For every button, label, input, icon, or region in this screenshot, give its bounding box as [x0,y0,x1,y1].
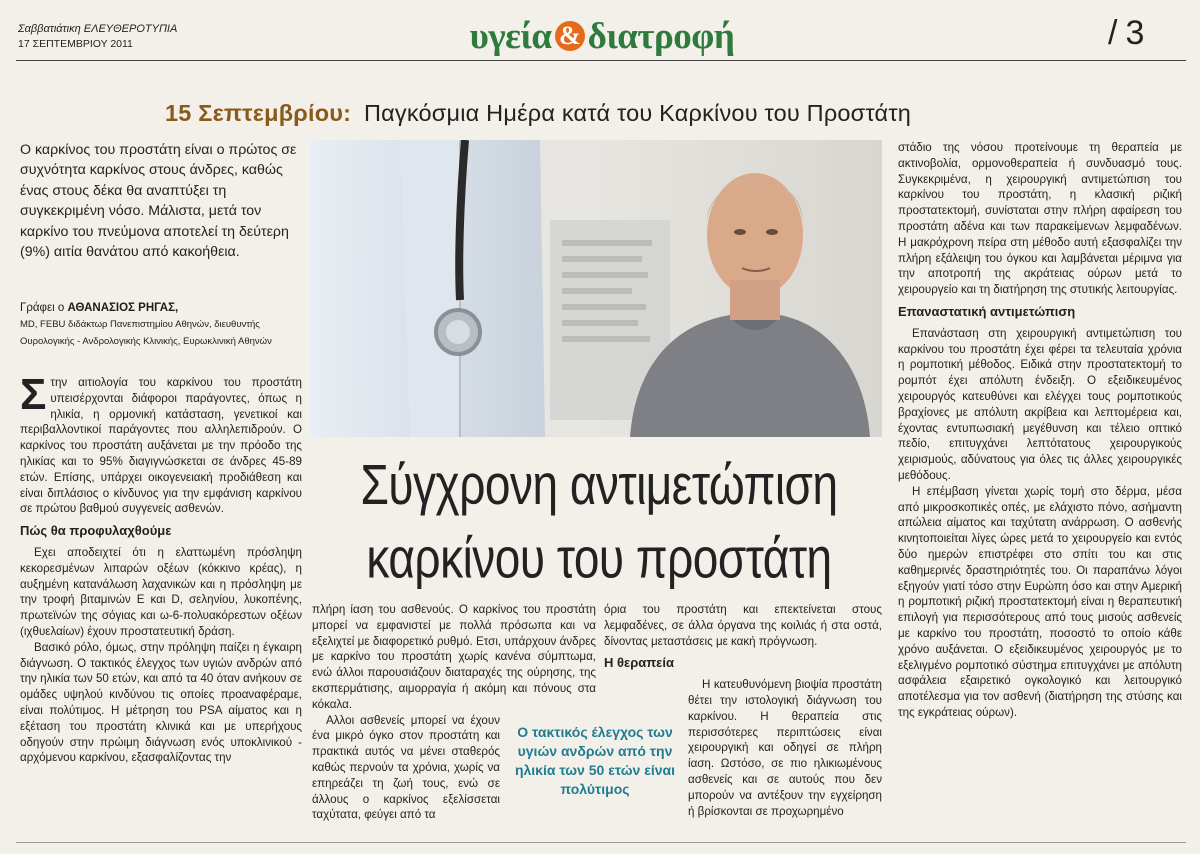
article-title-line1: Σύγχρονη αντιμετώπιση [360,452,838,517]
body-paragraph-10: Η επέμβαση γίνεται χωρίς τομή στο δέρμα, μέσα από μικροσκοπικές οπές, με ελάχιστο πόνο, ασήμαντη απώλεια αίματος και ταχύτατη ανάρρωση. Ο ασθενής κινητοποιείται λίγες ώρες μετά το χειρουργείο και εντός δύο ημερών επιστρέφει στο σπίτι του και στις καθημερινές δραστηριότητές του. Οι παραπάνω λόγοι εξηγούν γιατί τόσο στην Ευρώπη όσο και στην Αμερική η ρομποτική ριζική προστατεκτομή είναι η θεραπευτική επιλογή για περισσότερους από τους μισούς ασθενείς με καρκίνο του προστάτη, ποσοστό το οποίο κάθε χρόνο αυξάνεται. Ο εξειδικευμένος χειρουργός με το εξελιγμένο ρομποτικό σύστημα επιτυγχάνει με απόλυτη ασφάλεια εξαιρετικό ογκολογικό και λειτουργικό αποτέλεσμα για τον ασθενή (διατήρηση της στύσης και της εγκράτειας ούρων). [898,484,1182,719]
footer-rule [16,842,1186,843]
header-rule [16,60,1186,61]
section-masthead [436,14,768,58]
pull-quote: Ο τακτικός έλεγχος των υγιών ανδρών από την ηλικία των 50 ετών είναι πολύτιμος [514,724,676,797]
ampersand-logo: & [555,21,585,51]
body-paragraph-2: Εχει αποδειχτεί ότι η ελαττωμένη πρόσληψη κεκορεσμένων λιπαρών οξέων (κόκκινο κρέας), η αυξημένη κατανάλωση λαχανικών και η πρόσληψη με την τροφή βιταμινών Ε και D, σεληνίου, λυκοπένης, πρωτεϊνών της σόγιας και ω-6-πολυακόρεστων οξέων (ιχθυελαίων) έχουν προστατευτική δράση. [20,545,302,638]
body-column-1 [20,370,302,766]
body-paragraph-6: όρια του προστάτη και επεκτείνεται στους λεμφαδένες, σε άλλα όργανα της κοιλιάς ή στα οστά, δίνοντας μεταστάσεις με κακή πρόγνωση. [604,603,882,648]
page-number-value: 3 [1125,14,1145,52]
subheading-revolution: Επαναστατική αντιμετώπιση [898,303,1076,319]
byline [20,300,305,350]
section-name-nutrition: διατροφή [587,15,735,57]
lede-paragraph: Ο καρκίνος του προστάτη είναι ο πρώτος σε συχνότητα καρκίνος στους άνδρες, καθώς ένας στους δέκα θα αναπτύξει τη συγκεκριμένη νόσο. Μάλιστα, μετά τον καρκίνο του πνεύμονα αποτελεί τη δεύτερη (9%) αιτία θανάτου από κακοήθεια. [20,142,297,261]
doctor-patient-illustration [310,140,882,437]
body-paragraph-9: Επανάσταση στη χειρουργική αντιμετώπιση του καρκίνου του προστάτη έχει φέρει τα τελευταία χρόνια η ρομποτική μέθοδος. Ειδικά στην προστατεκτομή το ρομπότ έχει απόλυτη ένδειξη. Ο εξειδικευμένος χειρουργός κατευθύνει και ελέγχει τους ρομποτικούς βραχίονες με απόλυτη ακρίβεια και λεπτομέρεια και, έχοντας εντυπωσιακή μεγέθυνση και τέλειο οπτικό πεδίο, επιτυγχάνει λεπτότατους χειρουργικούς χειρισμούς, αδύνατους για όλες τις άλλες χειρουργικές μεθόδους. [898,326,1182,482]
body-column-4 [898,140,1182,721]
headline-text: Παγκόσμια Ημέρα κατά του Καρκίνου του Προστάτη [363,100,912,126]
body-paragraph-7: Η κατευθυνόμενη βιοψία προστάτη θέτει την ιστολογική διάγνωση του καρκίνου. Η θεραπεία στις περισσότερες περιπτώσεις είναι χειρουργική και οδηγεί σε πλήρη ίαση. Ωστόσο, σε πιο ηλικιωμένους ασθενείς και σε αυτούς που δεν μπορούν να αντέξουν την εγχείρηση ή βρίσκονται σε προχωρημένο [688,678,882,818]
publication-name: Σαββατιάτικη ΕΛΕΥΘΕΡΟΤΥΠΙΑ [18,23,178,35]
headline [165,100,911,127]
header-left [18,22,177,52]
body-paragraph-3: Βασικό ρόλο, όμως, στην πρόληψη παίζει η έγκαιρη διάγνωση. Ο τακτικός έλεγχος των υγιών ανδρών από την ηλικία των 50 ετών, και από τα 40 όταν ανήκουν σε ομάδες υψηλού κινδύνου τις οποίες προαναφέραμε, είναι πολύτιμος. Η μέτρηση του PSA αίματος και η εξέταση του προστάτη κλινικά και με υπερήχους οδηγούν στην πρώιμη διάγνωση ενός υποκλινικού - αρχόμενου καρκίνου, εξασφαλίζοντας την [20,640,302,765]
headline-date: 15 Σεπτεμβρίου: [165,100,352,126]
body-paragraph-8: στάδιο της νόσου προτείνουμε τη θεραπεία με ακτινοβολία, ορμονοθεραπεία ή συνδυασμό τους. Συγκεκριμένα, η χειρουργική αντιμετώπιση του καρκίνου του προστάτη, η κλασική ριζική προστατεκτομή, συνίσταται στην πλήρη αφαίρεση του προστάτη αδένα και των παρακείμενων λεμφαδένων. Η μακρόχρονη πείρα στη μέθοδο αυτή εξασφαλίζει την πλήρη εξάλειψη του όγκου και λαμβάνεται μέριμνα για την αποτροπή της ακράτειας ούρων μετά το χειρουργείο και τη διατήρηση της στυτικής λειτουργίας. [898,141,1182,297]
section-name-health: υγεία [469,15,552,57]
page-number [1108,14,1144,53]
issue-date: 17 ΣΕΠΤΕΜΒΡΙΟΥ 2011 [18,38,133,50]
drop-cap: Σ [20,370,47,419]
article-title [316,448,882,594]
article-photo [310,140,882,437]
subheading-prevention: Πώς θα προφυλαχθούμε [20,523,172,539]
author-name: ΑΘΑΝΑΣΙΟΣ ΡΗΓΑΣ, [67,302,179,314]
byline-prefix: Γράφει ο [20,302,65,314]
author-credentials-1: MD, FEBU διδάκτωρ Πανεπιστημίου Αθηνών, διευθυντής [20,319,260,330]
body-paragraph-5: Αλλοι ασθενείς μπορεί να έχουν ένα μικρό όγκο στον προστάτη και πρακτικά αυτός να μένει σταθερός καθώς περνούν τα χρόνια, χωρίς να επηρεάζει τη ζωή τους, ενώ σε άλλους ο καρκίνος εξελίσσεται ταχύτατα, φεύγει από τα [312,713,500,822]
author-credentials-2: Ουρολογικής - Ανδρολογικής Κλινικής, Ευρωκλινική Αθηνών [20,336,272,347]
body-paragraph-4: πλήρη ίαση του ασθενούς. Ο καρκίνος του προστάτη μπορεί να εμφανιστεί με πολλά πρόσωπα και να εξελιχτεί με διαφορετικό ρυθμό. Ετσι, υπάρχουν άνδρες με καρκίνο του προστάτη χωρίς κανένα σύμπτωμα, ενώ άλλοι παρουσιάζουν διαταραχές της ούρησης, της εκσπερμάτισης, αιμορραγία ή ακόμη και πόνους στα κόκαλα. [312,603,596,711]
body-paragraph-1: την αιτιολογία του καρκίνου του προστάτη υπεισέρχονται διάφοροι παράγοντες, όπως η ηλικία, η ορμονική κατάσταση, γενετικοί και περιβαλλοντικοί παράγοντες που αλληλεπιδρούν. Ο καρκίνος του προστάτη αυξάνεται με την πρόοδο της ηλικίας και το 95% διαγιγνώσκεται σε άνδρες 45-89 ετών. Επίσης, υπάρχει οικογενειακή προδιάθεση και είναι διπλάσιος ο κίνδυνος για την εμφάνιση καρκίνου σε πρώτου βαθμού συγγενείς ασθενών. [20,376,302,516]
article-title-line2: καρκίνου του προστάτη [366,526,832,590]
subheading-therapy: Η θεραπεία [604,655,674,671]
page-slash: / [1108,14,1118,52]
